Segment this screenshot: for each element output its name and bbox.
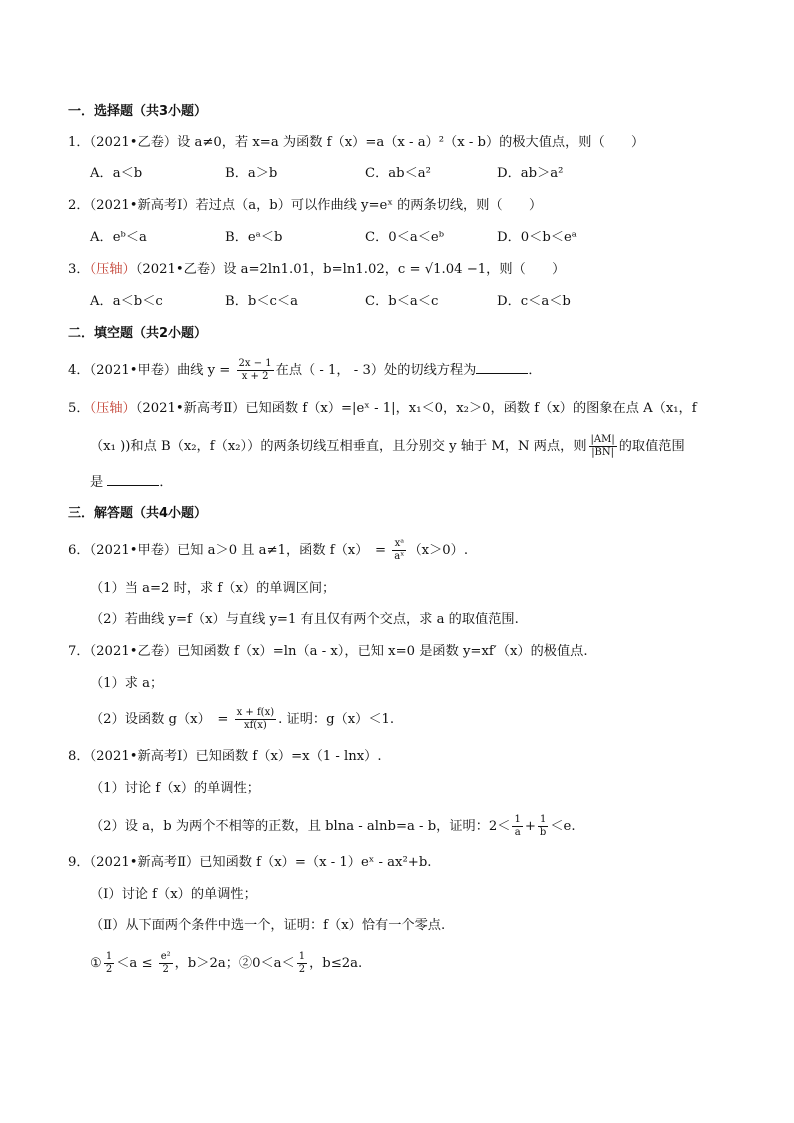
question-9-conditions <box>90 948 362 980</box>
fraction-numerator: xᵃ <box>392 538 406 551</box>
fraction-numerator: x + f(x) <box>236 707 275 718</box>
option-b: B．eᵃ＜b <box>225 230 283 245</box>
fraction-denominator: b <box>539 827 547 838</box>
source-tag: （2021•乙卷） <box>135 262 224 277</box>
fraction <box>392 538 406 563</box>
fraction-numerator: 2x − 1 <box>238 358 272 369</box>
difficulty-badge: （压轴） <box>89 262 136 277</box>
question-text: 的取值范围 <box>618 439 685 454</box>
answer-blank[interactable] <box>107 473 159 486</box>
option-d: D．ab＞a² <box>497 166 564 181</box>
fraction <box>237 358 274 383</box>
option-d: D．c＜a＜b <box>497 294 571 309</box>
option-a: A．a＜b <box>90 166 143 181</box>
fraction <box>297 951 307 976</box>
question-5-line3: 是 ． <box>90 475 173 490</box>
plus-sign: + <box>524 819 536 834</box>
source-tag: （2021•甲卷） <box>89 363 178 378</box>
fraction-denominator: 2 <box>298 964 306 975</box>
question-8-part2 <box>90 812 576 842</box>
condition-marker: ① <box>90 956 102 971</box>
fraction <box>589 434 617 459</box>
question-7-part2 <box>90 705 394 735</box>
question-6-part2: （2）若曲线 y=f（x）与直线 y=1 有且仅有两个交点，求 a 的取值范围. <box>90 612 519 627</box>
question-9-stem <box>68 854 431 872</box>
question-1-stem <box>68 134 644 152</box>
fraction-denominator: xf(x) <box>243 720 267 731</box>
question-text: （2）设 a，b 为两个不相等的正数，且 blna - alnb=a - b，证明：2＜ <box>90 819 511 834</box>
question-8-stem <box>68 748 382 766</box>
question-text: 设 a=2ln1.01，b=ln1.02，c = √1.04 −1，则（ ） <box>223 262 566 277</box>
question-text: （2）设函数 g（x） = <box>90 712 233 727</box>
question-text: （x＞0）. <box>408 543 469 558</box>
source-tag: （2021•新高考Ⅰ） <box>89 749 196 764</box>
section-answer-title: 三．解答题（共4小题） <box>68 506 208 521</box>
question-number: 1． <box>68 135 90 150</box>
question-text: 已知 a＞0 且 a≠1，函数 f（x） = <box>177 543 391 558</box>
question-text: 是 <box>90 475 104 490</box>
question-text: 已知函数 f（x）=|eˣ - 1|，x₁＜0，x₂＞0，函数 f（x）的图象在点 A（x₁，f <box>245 401 697 416</box>
question-text: 已知函数 f（x）=ln（a - x），已知 x=0 是函数 y=xf′（x）的极值点. <box>177 644 588 659</box>
fraction-denominator: x + 2 <box>241 371 269 382</box>
fraction-denominator: 2 <box>162 964 169 975</box>
option-c: C．ab＜a² <box>365 166 431 181</box>
question-text: 在点（ - 1， - 3）处的切线方程为 <box>275 363 477 378</box>
option-a: A．a＜b＜c <box>90 294 163 309</box>
question-number: 7． <box>68 644 90 659</box>
question-number: 4． <box>68 363 90 378</box>
difficulty-badge: （压轴） <box>89 401 136 416</box>
fraction <box>104 951 114 976</box>
fraction <box>159 951 173 976</box>
source-tag: （2021•新高考Ⅰ） <box>89 198 196 213</box>
question-6-part1: （1）当 a=2 时，求 f（x）的单调区间； <box>90 581 336 596</box>
source-tag: （2021•乙卷） <box>89 135 178 150</box>
fraction-numerator: 1 <box>298 951 306 962</box>
question-text: a≠0，若 x=a 为函数 f（x）=a（x - a）²（x - b）的极大值点，则（ ） <box>194 135 645 150</box>
question-7-stem <box>68 643 588 661</box>
fraction-numerator: 1 <box>105 951 113 962</box>
question-text: （x₁ ))和点 B（x₂，f（x₂））的两条切线互相垂直，且分别交 y 轴于 M，N 两点，则 <box>90 439 587 454</box>
source-tag: （2021•新高考Ⅱ） <box>135 401 246 416</box>
question-number: 6． <box>68 543 90 558</box>
fraction-numerator: |AM| <box>590 434 615 445</box>
question-text: ＜a ≤ <box>116 956 157 971</box>
question-text: 已知函数 f（x）=（x - 1）eˣ - ax²+b. <box>199 855 432 870</box>
question-5-stem <box>68 400 697 418</box>
option-a: A．eᵇ＜a <box>90 230 147 245</box>
fraction-numerator: e² <box>160 951 171 962</box>
option-b: B．b＜c＜a <box>225 294 298 309</box>
question-4-stem: 4．（2021•甲卷）曲线 y = $\frac{2x - 1}{x + 2}$ 在点（ - 1， - 3）处的切线方程为 ． <box>68 358 542 382</box>
section-fill-title: 二．填空题（共2小题） <box>68 326 208 341</box>
section-choice-title: 一．选择题（共3小题） <box>68 104 208 119</box>
question-9-part1: （Ⅰ）讨论 f（x）的单调性； <box>90 887 257 902</box>
source-tag: （2021•新高考Ⅱ） <box>89 855 200 870</box>
question-text: 已知函数 f（x）=x（1 - lnx）. <box>195 749 382 764</box>
question-7-part1: （1）求 a； <box>90 676 164 691</box>
fraction-numerator: 1 <box>514 814 521 825</box>
question-text: . 证明：g（x）＜1. <box>278 712 395 727</box>
question-6-stem <box>68 536 468 566</box>
fraction <box>512 814 522 839</box>
fraction-denominator: aˣ <box>394 551 405 562</box>
fraction-denominator: a <box>514 827 521 838</box>
question-number: 8． <box>68 749 90 764</box>
question-number: 2． <box>68 198 90 213</box>
question-text: ，b≤2a. <box>309 956 363 971</box>
option-c: C．0＜a＜eᵇ <box>365 230 444 245</box>
fraction-denominator: |BN| <box>591 447 615 458</box>
option-b: B．a＞b <box>225 166 278 181</box>
fraction <box>235 707 277 732</box>
fraction-denominator: 2 <box>105 964 113 975</box>
source-tag: （2021•乙卷） <box>89 644 178 659</box>
question-9-part2: （Ⅱ）从下面两个条件中选一个，证明：f（x）恰有一个零点. <box>90 918 446 933</box>
question-text: ，b＞2a；②0＜a＜ <box>174 956 295 971</box>
question-5-line2 <box>90 432 685 462</box>
fraction-numerator: 1 <box>538 814 548 827</box>
question-number: 9． <box>68 855 90 870</box>
question-number: 5． <box>68 401 90 416</box>
question-text: 曲线 y = <box>177 363 235 378</box>
option-d: D．0＜b＜eᵃ <box>497 230 577 245</box>
question-3-stem <box>68 261 565 279</box>
option-c: C．b＜a＜c <box>365 294 439 309</box>
source-tag: （2021•甲卷） <box>89 543 178 558</box>
question-text: ＜e. <box>550 819 576 834</box>
fraction <box>538 814 548 839</box>
question-number: 3． <box>68 262 90 277</box>
question-text: 若过点（a，b）可以作曲线 y=eˣ 的两条切线，则（ ） <box>195 198 543 213</box>
question-text: 设 <box>177 135 195 150</box>
answer-blank[interactable] <box>476 361 528 374</box>
question-8-part1: （1）讨论 f（x）的单调性； <box>90 781 260 796</box>
question-2-stem <box>68 197 542 215</box>
